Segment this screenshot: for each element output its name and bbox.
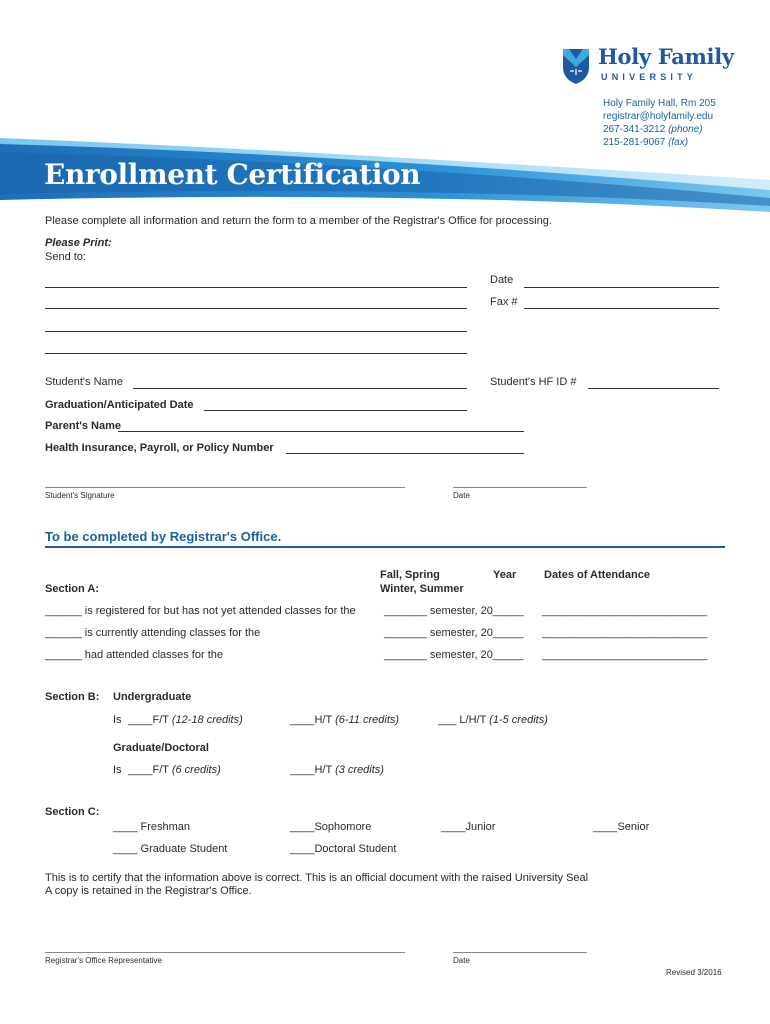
contact-email: registrar@holyfamily.edu: [603, 111, 714, 122]
graduation-label: Graduation/Anticipated Date: [45, 399, 194, 411]
fax-label: Fax #: [490, 296, 518, 308]
gr-halftime-option[interactable]: ____H/T (3 credits): [290, 764, 384, 776]
contact-phone: 267-341-3212 (phone): [603, 124, 703, 135]
graduate-label: Graduate/Doctoral: [113, 742, 209, 754]
attendance-row-3[interactable]: ______ had attended classes for the: [45, 649, 223, 661]
send-to-line-1[interactable]: [45, 287, 467, 288]
section-c-label: Section C:: [45, 806, 100, 818]
representative-date-label: Date: [453, 956, 470, 965]
send-to-line-3[interactable]: [45, 331, 467, 332]
dates-field-2[interactable]: ___________________________: [542, 627, 708, 639]
graduation-field[interactable]: [204, 410, 467, 411]
send-to-label: Send to:: [45, 251, 86, 263]
semester-field-1[interactable]: _______ semester, 20_____: [384, 605, 524, 617]
semester-field-3[interactable]: _______ semester, 20_____: [384, 649, 524, 661]
gr-is-label: Is: [113, 764, 122, 776]
student-name-label: Student's Name: [45, 376, 123, 388]
copy-retained-text: A copy is retained in the Registrar's Office.: [45, 885, 252, 897]
parent-name-label: Parent's Name: [45, 420, 121, 432]
representative-signature-field[interactable]: [45, 952, 405, 953]
contact-address: Holy Family Hall, Rm 205: [603, 98, 716, 109]
gr-fulltime-option[interactable]: ____F/T (6 credits): [128, 764, 221, 776]
representative-label: Registrar's Office Representative: [45, 956, 162, 965]
junior-option[interactable]: ____Junior: [441, 821, 496, 833]
sophomore-option[interactable]: ____Sophomore: [290, 821, 372, 833]
ug-fulltime-option[interactable]: ____F/T (12-18 credits): [128, 714, 243, 726]
student-id-label: Student's HF ID #: [490, 376, 577, 388]
dates-field-1[interactable]: ___________________________: [542, 605, 708, 617]
ug-halftime-option[interactable]: ____H/T (6-11 credits): [290, 714, 400, 726]
fax-field[interactable]: [524, 308, 719, 309]
attendance-row-2[interactable]: ______ is currently attending classes for the: [45, 627, 261, 639]
dates-field-3[interactable]: ___________________________: [542, 649, 708, 661]
registrar-divider: [45, 546, 725, 548]
ug-lesshalftime-option[interactable]: ___ L/H/T (1-5 credits): [438, 714, 548, 726]
signature-date-label: Date: [453, 491, 470, 500]
please-print-label: Please Print:: [45, 237, 112, 249]
col-year-header: Year: [493, 569, 517, 581]
logo-name: Holy Family: [598, 44, 734, 69]
section-a-label: Section A:: [45, 583, 99, 595]
undergraduate-label: Undergraduate: [113, 691, 192, 703]
university-logo-icon: [561, 45, 591, 85]
student-id-field[interactable]: [588, 388, 719, 389]
attendance-row-1[interactable]: ______ is registered for but has not yet attended classes for the: [45, 605, 356, 617]
student-signature-field[interactable]: [45, 487, 405, 488]
certification-text: This is to certify that the information above is correct. This is an official document with the raised University Seal: [45, 872, 589, 884]
contact-fax: 215-281-9067 (fax): [603, 137, 689, 148]
freshman-option[interactable]: ____ Freshman: [113, 821, 191, 833]
parent-name-field[interactable]: [118, 431, 524, 432]
intro-text: Please complete all information and return the form to a member of the Registrar's Office for processing.: [45, 215, 552, 227]
representative-date-field[interactable]: [453, 952, 587, 953]
col-dates-header: Dates of Attendance: [544, 569, 650, 581]
ug-is-label: Is: [113, 714, 122, 726]
date-field[interactable]: [524, 287, 719, 288]
graduate-student-option[interactable]: ____ Graduate Student: [113, 843, 228, 855]
insurance-field[interactable]: [286, 453, 524, 454]
student-name-field[interactable]: [133, 388, 467, 389]
col-term-header-2: Winter, Summer: [380, 583, 464, 595]
send-to-line-4[interactable]: [45, 353, 467, 354]
doctoral-student-option[interactable]: ____Doctoral Student: [290, 843, 397, 855]
semester-field-2[interactable]: _______ semester, 20_____: [384, 627, 524, 639]
revision-note: Revised 3/2016: [666, 968, 722, 977]
page-title: Enrollment Certification: [44, 158, 421, 191]
section-b-label: Section B:: [45, 691, 100, 703]
student-signature-label: Student's Signature: [45, 491, 115, 500]
senior-option[interactable]: ____Senior: [593, 821, 650, 833]
col-term-header-1: Fall, Spring: [380, 569, 440, 581]
signature-date-field[interactable]: [453, 487, 587, 488]
date-label: Date: [490, 274, 514, 286]
insurance-label: Health Insurance, Payroll, or Policy Number: [45, 442, 274, 454]
send-to-line-2[interactable]: [45, 308, 467, 309]
logo-subtitle: UNIVERSITY: [601, 72, 698, 82]
registrar-heading: To be completed by Registrar's Office.: [45, 529, 282, 544]
